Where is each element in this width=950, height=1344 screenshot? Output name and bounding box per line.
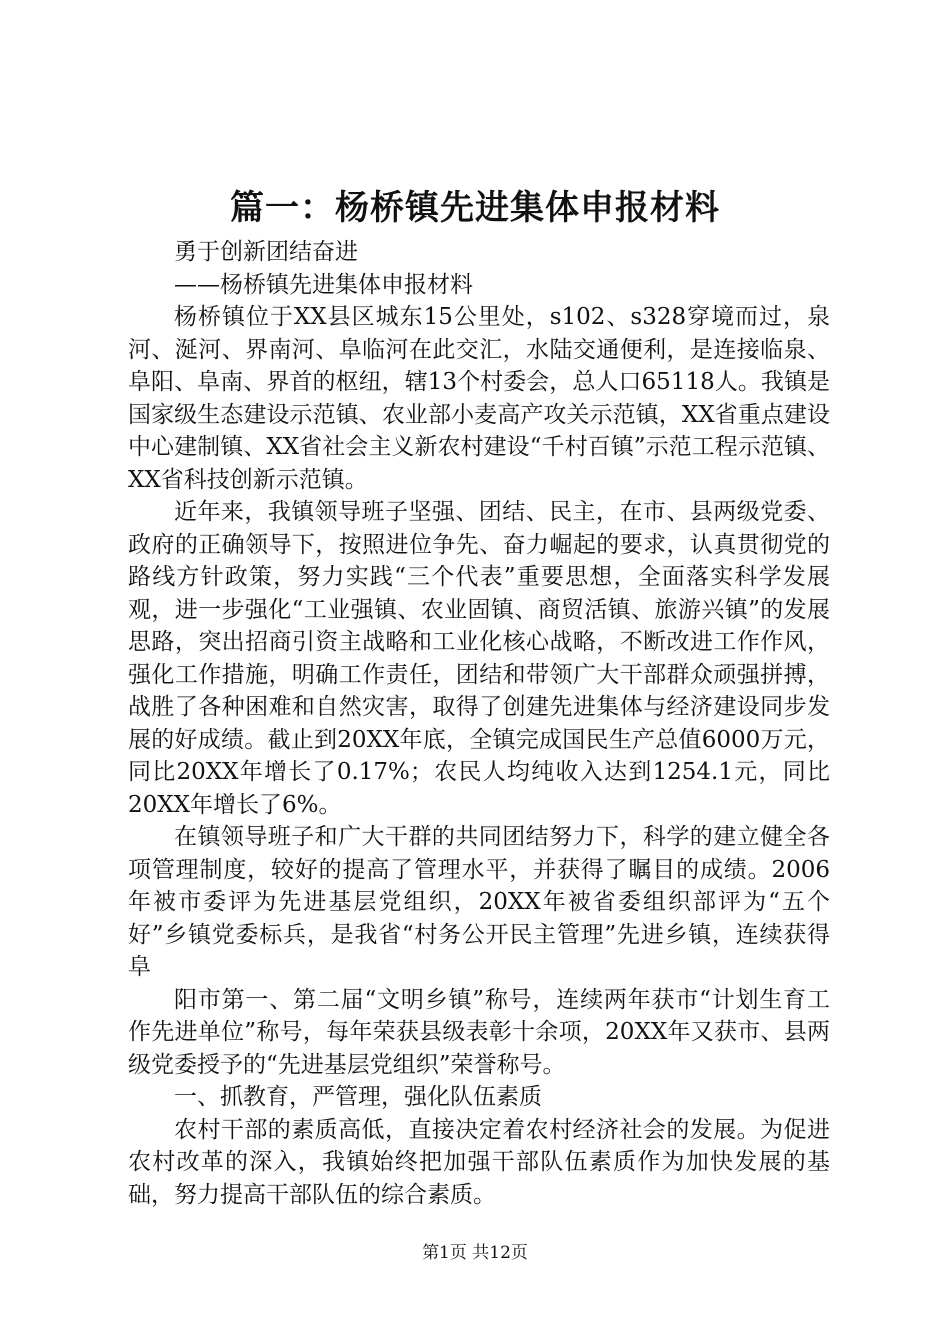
subtitle-line-1: 勇于创新团结奋进 [174,239,358,265]
page-footer: 第1页 共12页 [422,1243,528,1263]
document-title: 篇一：杨桥镇先进集体申报材料 [230,188,720,228]
document-body [128,236,830,1211]
paragraph-achievements: 在镇领导班子和广大干群的共同团结努力下，科学的建立健全各项管理制度，较好的提高了管理水平，并获得了瞩目的成绩。2006年被市委评为先进基层党组织，20XX年被省委组织部评为“五个好”乡镇党委标兵，是我省“村务公开民主管理”先进乡镇，连续获得阜 [128,824,830,980]
paragraph-honors: 阳市第一、第二届“文明乡镇”称号，连续两年获市“计划生育工作先进单位”称号，每年荣获县级表彰十余项，20XX年又获市、县两级党委授予的“先进基层党组织”荣誉称号。 [128,986,830,1078]
paragraph-intro: 杨桥镇位于XX县区城东15公里处，s102、s328穿境而过，泉河、涎河、界南河、阜临河在此交汇，水陆交通便利，是连接临泉、阜阳、阜南、界首的枢纽，辖13个村委会，总人口65118人。我镇是国家级生态建设示范镇、农业部小麦高产攻关示范镇，XX省重点建设中心建制镇、XX省社会主义新农村建设“千村百镇”示范工程示范镇、XX省科技创新示范镇。 [128,304,830,493]
section-heading-1: 一、抓教育，严管理，强化队伍素质 [174,1084,542,1110]
subtitle-line-2: ——杨桥镇先进集体申报材料 [174,271,473,298]
paragraph-recent-years: 近年来，我镇领导班子坚强、团结、民主，在市、县两级党委、政府的正确领导下，按照进位争先、奋力崛起的要求，认真贯彻党的路线方针政策，努力实践“三个代表”重要思想，全面落实科学发展观，进一步强化“工业强镇、农业固镇、商贸活镇、旅游兴镇”的发展思路，突出招商引资主战略和工业化核心战略，不断改进工作作风，强化工作措施，明确工作责任，团结和带领广大干部群众顽强拼搏，战胜了各种困难和自然灾害，取得了创建先进集体与经济建设同步发展的好成绩。截止到20XX年底，全镇完成国民生产总值6000万元，同比20XX年增长了0.17%；农民人均纯收入达到1254.1元，同比20XX年增长了6%。 [128,499,830,818]
paragraph-cadre-quality: 农村干部的素质高低，直接决定着农村经济社会的发展。为促进农村改革的深入，我镇始终把加强干部队伍素质作为加快发展的基础，努力提高干部队伍的综合素质。 [128,1116,830,1208]
